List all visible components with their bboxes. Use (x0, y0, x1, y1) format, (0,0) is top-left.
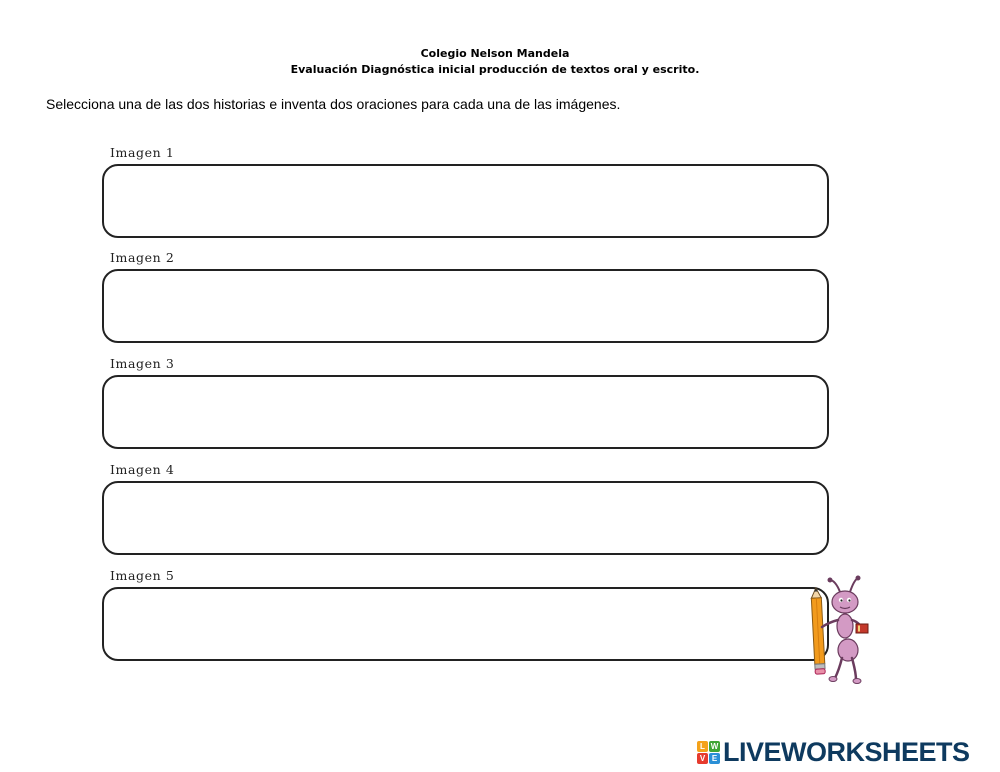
answer-box[interactable] (102, 375, 829, 449)
answer-input[interactable] (104, 483, 827, 553)
logo-tile: V (697, 753, 708, 764)
school-name: Colegio Nelson Mandela (420, 47, 570, 60)
section-imagen-3 (102, 355, 829, 449)
liveworksheets-logo-icon (697, 741, 720, 764)
section-label: Imagen 4 (110, 462, 175, 477)
logo-tile: W (710, 741, 719, 751)
section-imagen-4 (102, 461, 829, 555)
instructions-text: Selecciona una de las dos historias e inventa dos oraciones para cada una de las imágenes. (46, 96, 621, 112)
section-imagen-5 (102, 567, 829, 661)
brand-name: LIVEWORKSHEETS (723, 736, 970, 767)
answer-input[interactable] (104, 377, 827, 447)
answer-box[interactable] (102, 269, 829, 343)
liveworksheets-brand[interactable] (697, 737, 970, 767)
section-imagen-1 (102, 144, 829, 238)
logo-tile: L (697, 741, 708, 752)
section-label: Imagen 5 (110, 568, 175, 583)
worksheet-header (0, 46, 990, 78)
section-label: Imagen 2 (110, 250, 175, 265)
ant-with-pencil-icon (800, 570, 880, 685)
answer-box[interactable] (102, 587, 829, 661)
logo-tile: E (709, 753, 720, 764)
answer-box[interactable] (102, 481, 829, 555)
answer-input[interactable] (104, 166, 827, 236)
answer-box[interactable] (102, 164, 829, 238)
section-imagen-2 (102, 249, 829, 343)
answer-input[interactable] (104, 271, 827, 341)
section-label: Imagen 3 (110, 356, 175, 371)
answer-input[interactable] (104, 589, 827, 659)
section-label: Imagen 1 (110, 145, 175, 160)
worksheet-subtitle: Evaluación Diagnóstica inicial producción de textos oral y escrito. (290, 63, 700, 76)
